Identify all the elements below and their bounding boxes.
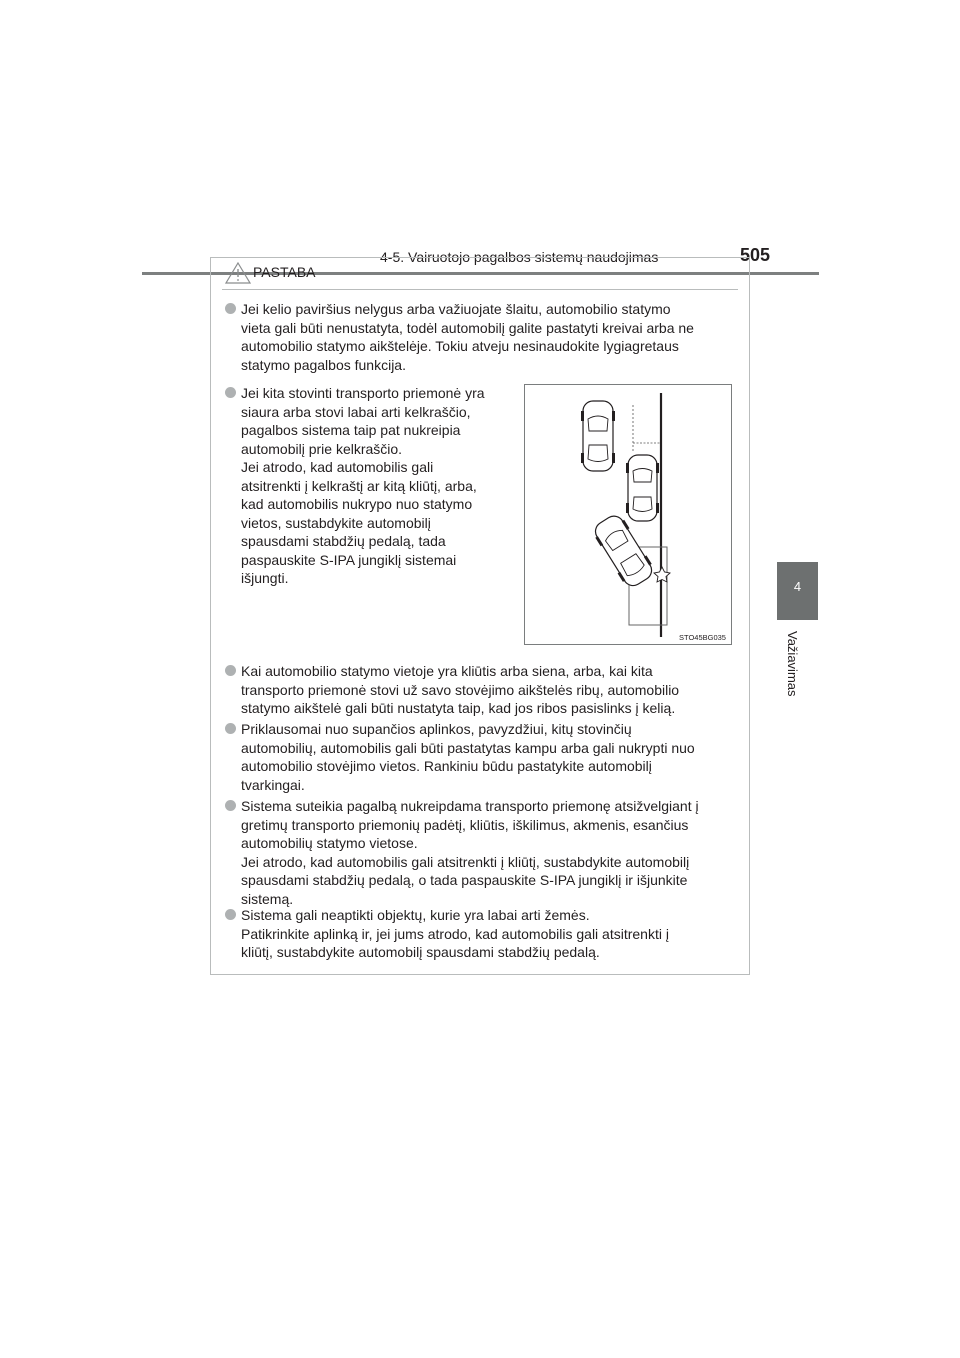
line: Kai automobilio statymo vietoje yra kliūtis arba siena, arba, kai kita — [241, 663, 653, 679]
line: automobilių statymo vietose. — [241, 835, 418, 851]
line: vietos, sustabdykite automobilį — [241, 514, 431, 531]
line: Patikrinkite aplinką ir, jei jums atrodo, kad automobilis gali atsitrenkti į — [241, 925, 669, 942]
line: sistemą. — [241, 890, 294, 907]
line: atsitrenkti į kelkraštį ar kitą kliūtį, arba, — [241, 477, 477, 494]
line: kliūtį, sustabdykite automobilį spausdami stabdžių pedalą. — [241, 944, 600, 960]
line: Sistema gali neaptikti objektų, kurie yra labai arti žemės. — [241, 907, 590, 923]
bullet-icon — [225, 723, 236, 734]
bullet-icon — [225, 800, 236, 811]
notice-item-1 — [225, 300, 742, 374]
line: kad automobilis nukrypo nuo statymo — [241, 496, 473, 512]
line: spausdami stabdžių pedalą, o tada paspauskite S-IPA jungiklį ir išjunkite — [241, 872, 688, 888]
notice-item-5 — [225, 797, 742, 908]
notice-item-6 — [225, 906, 742, 962]
warning-triangle-icon — [225, 262, 251, 284]
line: spausdami stabdžių pedalą, tada — [241, 533, 446, 549]
line: vieta gali būti nenustatyta, todėl automobilį galite pastatyti kreivai arba ne — [241, 319, 694, 336]
line: automobilio stovėjimo vietos. Rankiniu būdu pastatykite automobilį — [241, 758, 652, 774]
line: statymo pagalbos funkcija. — [241, 356, 406, 373]
line: Sistema suteikia pagalbą nukreipdama transporto priemonę atsižvelgiant į — [241, 798, 699, 814]
notice-label: PASTABA — [253, 264, 316, 280]
section-title: 4-5. Vairuotojo pagalbos sistemų naudojimas — [380, 249, 659, 265]
parking-diagram-image — [525, 385, 731, 644]
bullet-icon — [225, 909, 236, 920]
bullet-icon — [225, 387, 236, 398]
notice-item-2 — [225, 384, 515, 588]
line: pagalbos sistema taip pat nukreipia — [241, 422, 461, 438]
page-number: 505 — [740, 245, 771, 265]
bullet-icon — [225, 665, 236, 676]
notice-item-3 — [225, 662, 742, 718]
line: automobilių, automobilis gali būti pastatytas kampu arba gali nukrypti nuo — [241, 739, 695, 756]
parking-diagram — [524, 384, 732, 645]
figure-code: STO45BG035 — [679, 633, 726, 642]
notice-divider — [222, 289, 738, 290]
line: Jei atrodo, kad automobilis gali — [241, 459, 434, 475]
line: Jei kita stovinti transporto priemonė yra — [241, 385, 485, 401]
line: išjungti. — [241, 570, 289, 586]
chapter-label: Važiavimas — [785, 631, 800, 697]
line: tvarkingai. — [241, 776, 305, 793]
chapter-number: 4 — [793, 579, 802, 594]
chapter-tab — [777, 562, 818, 620]
bullet-icon — [225, 303, 236, 314]
line: Jei kelio paviršius nelygus arba važiuojate šlaitu, automobilio statymo — [241, 301, 671, 317]
line: transporto priemonė stovi už savo stovėjimo aikštelės ribų, automobilio — [241, 681, 680, 698]
line: gretimų transporto priemonių padėtį, kliūtis, iškilimus, akmenis, esančius — [241, 816, 689, 833]
line: statymo aikštelė gali būti nustatyta taip, kad jos ribos pasislinks į kelią. — [241, 700, 676, 716]
notice-item-4 — [225, 720, 742, 794]
line: paspauskite S-IPA jungiklį sistemai — [241, 551, 457, 568]
line: Priklausomai nuo supančios aplinkos, pavyzdžiui, kitų stovinčių — [241, 721, 632, 737]
line: Jei atrodo, kad automobilis gali atsitrenkti į kliūtį, sustabdykite automobilį — [241, 853, 690, 870]
line: automobilį prie kelkraščio. — [241, 440, 403, 457]
line: automobilio statymo aikštelėje. Tokiu atveju nesinaudokite lygiagretaus — [241, 338, 679, 354]
line: siaura arba stovi labai arti kelkraščio, — [241, 403, 471, 420]
